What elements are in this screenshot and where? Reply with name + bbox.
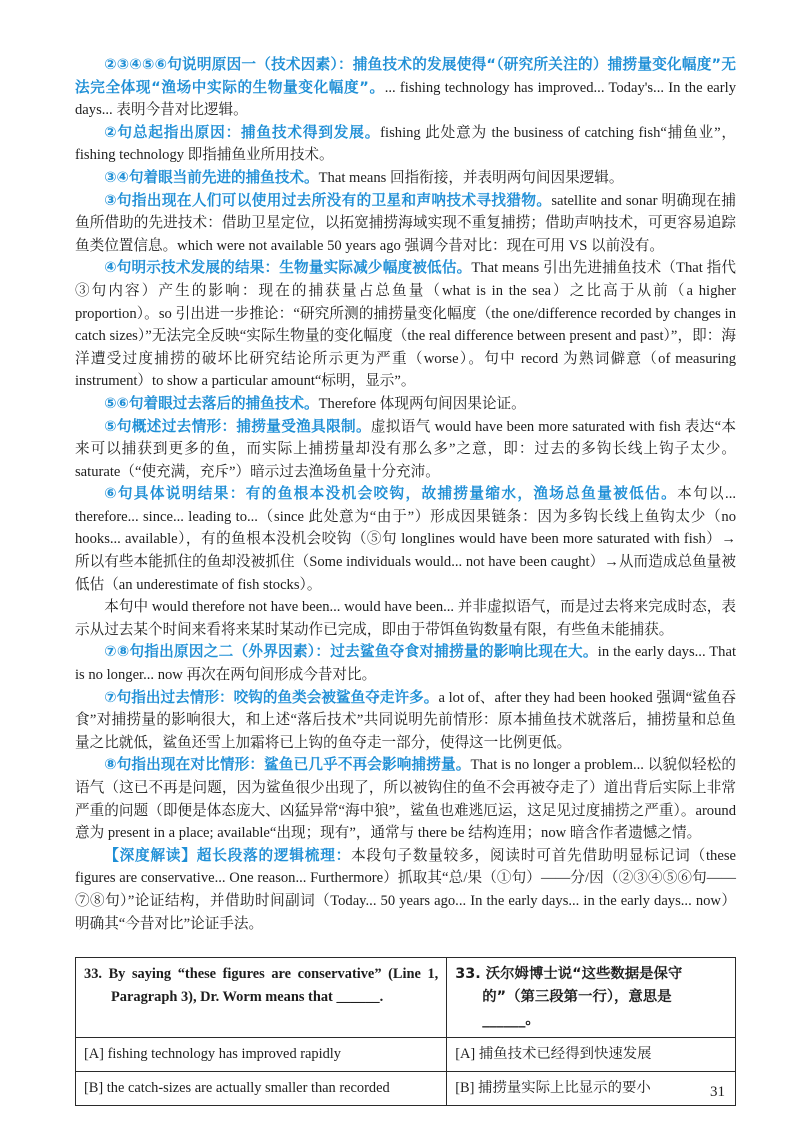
paragraph-body: 虚拟语气 would have been more saturated with fish 表达“本来可以捕获到更多的鱼，而实际上捕捞量却没有那么多”之意，即：过去的多钩长线上钩子太少。saturate（“使充满，充斥”）暗示过去渔场鱼量十分充沛。 (75, 418, 736, 480)
paragraph-body: 本句以... therefore... since... leading to...（since 此处意为“由于”）形成因果链条：因为多钩长线上鱼钩太少（no hooks... available），有的鱼根本没机会咬钩（⑤句 longlines would have been more saturated with fish）→所以有些本能抓住的鱼却没被抓住（Some individuals would... not have been caught）→从而造成总鱼量被低估（an underestimate of fish stocks）。 (75, 486, 736, 593)
paragraph-body: 本段句子数量较多，阅读时可首先借助明显标记词（these figures are conservative... One reason... Furthermore）抓取其“总/果（①句）——分/因（②③④⑤⑥句——⑦⑧句）”论证结构，并借助时间副词（Today... 50 years ago... In the early days... in the early days... now）明确其“今昔对比”论证手法。 (75, 847, 736, 932)
question-stem-en (84, 963, 438, 1009)
explanation-paragraph (75, 416, 736, 484)
paragraph-lead: ⑥句具体说明结果：有的鱼根本没机会咬钩，故捕捞量缩水，渔场总鱼量被低估。 (104, 485, 678, 503)
explanation-paragraph (75, 393, 736, 416)
option-en-cell (76, 1072, 447, 1106)
option-label: [B] (84, 1080, 104, 1097)
paragraph-lead: ②句总起指出原因：捕鱼技术得到发展。 (104, 123, 381, 141)
paragraph-body: That is no longer a problem... 以貌似轻松的语气（这已不再是问题，因为鲨鱼很少出现了，所以被钩住的鱼不会再被夺走了）道出背后实际上非常严重的问题（即便是体态庞大、凶猛异常“海中狼”，鲨鱼也难逃厄运，这足见过度捕捞之严重）。around 意为 present in a place; available“出现；现有”，通常与 there be 结构连用；now 暗含作者遗憾之情。 (75, 757, 736, 842)
paragraph-lead: ③句指出现在人们可以使用过去所没有的卫星和声呐技术寻找猎物。 (104, 191, 552, 209)
paragraph-body: That means 引出先进捕鱼技术（That 指代③句内容）产生的影响：现在的捕获量占总鱼量（what is in the sea）之比高于从前（a higher proportion）。so 引出进一步推论：“研究所测的捕捞量变化幅度（the one/difference recorded by changes in catch sizes）”无法完全反映“实际生物量的变化幅度（the real difference between present and past）”，即：海洋遭受过度捕捞的破坏比研究结论所示更为严重（worse）。句中 record 为熟词僻意（of measuring instrument）to show a particular amount“标明，显示”。 (75, 260, 737, 390)
question-stem-zh-cell (447, 958, 736, 1038)
question-number: 33. (455, 966, 481, 983)
paragraph-body: ... fishing technology has improved... Today's... In the early days... 表明今昔对比逻辑。 (75, 79, 736, 119)
explanation-paragraph (75, 596, 736, 641)
paragraph-body: a lot of、after they had been hooked 强调“鲨鱼吞食”对捕捞量的影响很大，和上述“落后技术”共同说明先前情形：原本捕鱼技术就落后，捕捞量和总鱼量之比就低，鲨鱼还雪上加霜将已上钩的鱼夺走一部分，使得这一比例更低。 (75, 689, 736, 751)
explanation-paragraph (75, 483, 736, 596)
deep-analysis-paragraph (75, 845, 736, 935)
paragraph-lead: ③④句着眼当前先进的捕鱼技术。 (104, 168, 319, 186)
paragraph-body: That means 回指衔接，并表明两句间因果逻辑。 (318, 169, 624, 186)
paragraph-lead: ⑤句概述过去情形：捕捞量受渔具限制。 (104, 417, 371, 435)
paragraph-lead: ⑤⑥句着眼过去落后的捕鱼技术。 (104, 394, 319, 412)
option-zh-cell (447, 1038, 736, 1072)
option-en-cell (76, 1038, 447, 1072)
option-text-en: fishing technology has improved rapidly (107, 1046, 341, 1063)
question-stem-zh-text: 沃尔姆博士说“这些数据是保守的”（第三段第一行），意思是______。 (482, 966, 683, 1029)
option-text-zh: 捕鱼技术已经得到快速发展 (478, 1046, 652, 1063)
option-zh-cell (447, 1072, 736, 1106)
explanation-section (75, 54, 736, 1106)
paragraph-body: satellite and sonar 明确现在捕鱼所借助的先进技术：借助卫星定位，以拓宽捕捞海域实现不重复捕捞；借助声呐技术，可更容易追踪鱼类位置信息。which were not available 50 years ago 强调今昔对比：现在可用 VS 以前没有。 (75, 192, 737, 254)
explanation-paragraph (75, 122, 736, 167)
option-text-en: the catch-sizes are actually smaller than recorded (106, 1080, 390, 1097)
explanation-paragraph (75, 190, 736, 258)
explanation-paragraph (75, 754, 736, 844)
question-stem-en-cell (76, 958, 447, 1038)
paragraph-lead: ④句明示技术发展的结果：生物量实际减少幅度被低估。 (104, 259, 472, 277)
question-stem-en-text: By saying “these figures are conservative” (Line 1, Paragraph 3), Dr. Worm means that ______. (108, 966, 439, 1006)
paragraph-body: 本句中 would therefore not have been... would have been... 并非虚拟语气，而是过去将来完成时态，表示从过去某个时间来看将来某时某动作已完成，即由于带饵鱼钩数量有限，有些鱼未能捕获。 (75, 599, 736, 638)
paragraph-lead: ⑦句指出过去情形：咬钩的鱼类会被鲨鱼夺走许多。 (104, 688, 439, 706)
explanation-paragraph (75, 257, 736, 393)
option-label: [A] (84, 1046, 104, 1063)
paragraph-lead: ②③④⑤⑥句说明原因一（技术因素）：捕鱼技术的发展使得“（研究所关注的）捕捞量变化幅度”无法完全体现“渔场中实际的生物量变化幅度”。 (75, 56, 736, 96)
page-number: 31 (710, 1084, 725, 1100)
paragraph-body: fishing 此处意为 the business of catching fish“捕鱼业”，fishing technology 即指捕鱼业所用技术。 (75, 124, 737, 164)
option-label: [A] (455, 1046, 476, 1063)
explanation-paragraph (75, 687, 736, 755)
paragraph-lead: ⑦⑧句指出原因之二（外界因素）：过去鲨鱼夺食对捕捞量的影响比现在大。 (104, 643, 598, 661)
option-row (76, 1038, 736, 1072)
explanation-paragraph (75, 167, 736, 190)
paragraph-body: in the early days... That is no longer... now 再次在两句间形成今昔对比。 (75, 644, 736, 684)
explanation-paragraph (75, 54, 736, 122)
deep-analysis-lead: 【深度解读】超长段落的逻辑梳理： (104, 846, 352, 864)
paragraph-lead: ⑧句指出现在对比情形：鲨鱼已几乎不再会影响捕捞量。 (104, 756, 471, 774)
paragraph-body: Therefore 体现两句间因果论证。 (318, 395, 526, 412)
option-row (76, 1072, 736, 1106)
question-number: 33. (84, 966, 102, 983)
option-text-zh: 捕捞量实际上比显示的要小 (478, 1080, 651, 1097)
option-label: [B] (455, 1080, 475, 1097)
question-stem-zh (455, 963, 727, 1032)
question-table (75, 957, 736, 1106)
explanation-paragraph (75, 641, 736, 686)
question-stem-row (76, 958, 736, 1038)
